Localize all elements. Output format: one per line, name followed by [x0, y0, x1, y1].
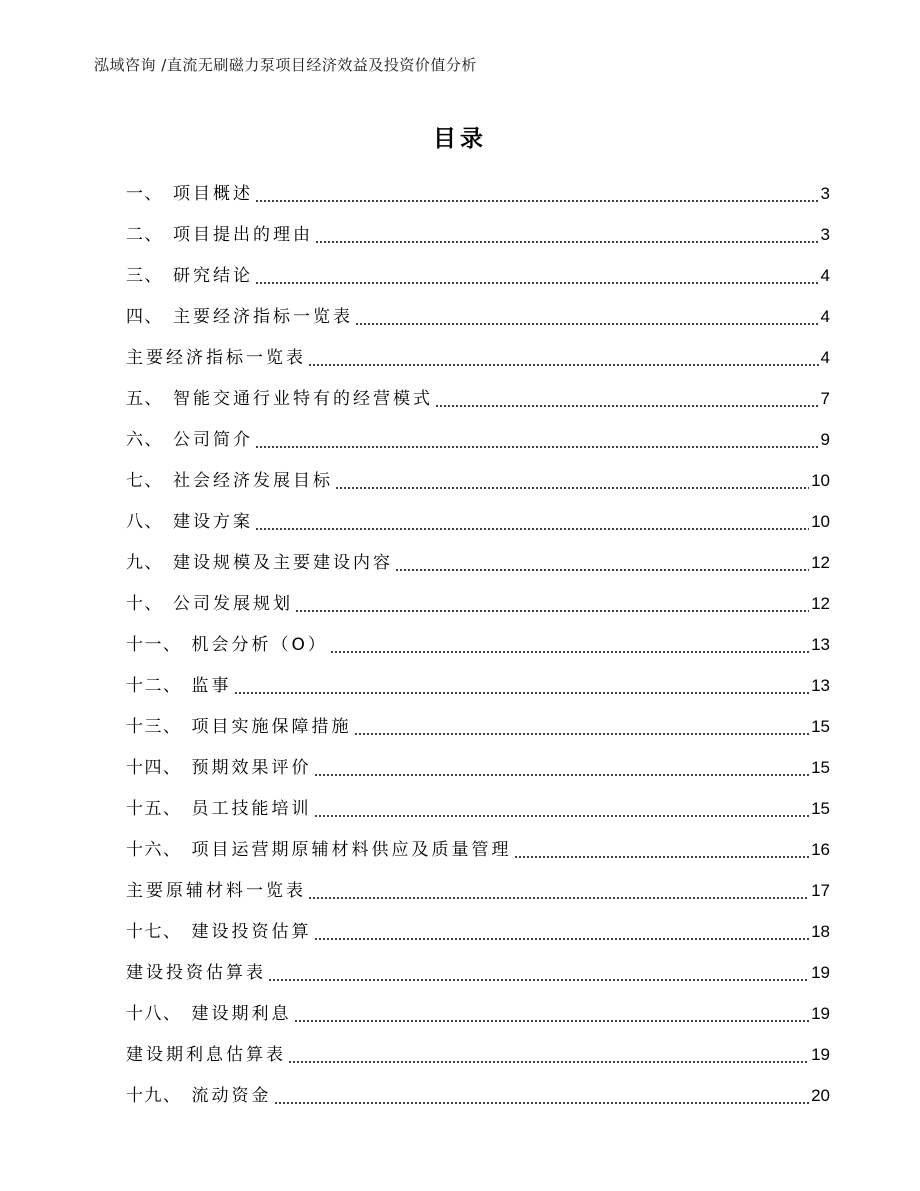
toc-entry-title: 监事: [191, 676, 232, 696]
toc-entry-page-number: 10: [811, 471, 830, 490]
toc-entry-number: 二、: [126, 225, 163, 245]
toc-entry-title: 主要原辅材料一览表: [126, 881, 306, 901]
toc-entry-title: 建设方案: [173, 512, 253, 532]
toc-dot-leader: [315, 225, 819, 245]
toc-entry[interactable]: [126, 986, 830, 1027]
toc-dot-leader: [268, 963, 809, 983]
toc-dot-leader: [255, 266, 819, 286]
toc-entry[interactable]: [126, 166, 830, 207]
toc-dot-leader: [435, 389, 819, 409]
toc-entry-page-number: 3: [820, 184, 830, 203]
toc-entry[interactable]: [126, 781, 830, 822]
toc-entry[interactable]: [126, 248, 830, 289]
toc-entry-number: 六、: [126, 430, 163, 450]
toc-entry-number: 五、: [126, 389, 163, 409]
toc-entry-page-number: 18: [811, 922, 830, 941]
toc-entry-title: 公司简介: [173, 430, 253, 450]
toc-entry-title: 项目运营期原辅材料供应及质量管理: [191, 840, 512, 860]
toc-entry-page-number: 13: [811, 676, 830, 695]
toc-entry-title: 建设投资估算表: [126, 963, 266, 983]
toc-entry-title: 项目概述: [173, 184, 253, 204]
toc-dot-leader: [330, 635, 809, 655]
toc-entry-title: 机会分析（O）: [191, 635, 328, 655]
toc-entry-page-number: 15: [811, 758, 830, 777]
toc-entry-title: 预期效果评价: [191, 758, 312, 778]
toc-entry-page-number: 3: [820, 225, 830, 244]
toc-entry-page-number: 17: [811, 881, 830, 900]
toc-entry-title: 公司发展规划: [173, 594, 293, 614]
toc-entry-number: 十、: [126, 594, 163, 614]
toc-entry-page-number: 13: [811, 635, 830, 654]
toc-dot-leader: [314, 758, 810, 778]
toc-dot-leader: [395, 553, 809, 573]
toc-entry-page-number: 15: [811, 717, 830, 736]
toc-dot-leader: [514, 840, 810, 860]
toc-entry[interactable]: [126, 412, 830, 453]
toc-entry-title: 建设规模及主要建设内容: [173, 553, 393, 573]
toc-entry-title: 员工技能培训: [191, 799, 312, 819]
toc-entry[interactable]: [126, 863, 830, 904]
toc-entry-page-number: 7: [820, 389, 830, 408]
table-of-contents: [126, 166, 830, 1109]
toc-entry-title: 社会经济发展目标: [173, 471, 333, 491]
toc-entry-number: 一、: [126, 184, 163, 204]
toc-entry-number: 十六、: [126, 840, 182, 860]
toc-entry[interactable]: [126, 740, 830, 781]
toc-entry-page-number: 19: [811, 1045, 830, 1064]
toc-dot-leader: [308, 348, 819, 368]
toc-entry[interactable]: [126, 330, 830, 371]
toc-entry[interactable]: [126, 904, 830, 945]
toc-entry-number: 九、: [126, 553, 163, 573]
toc-entry-number: 三、: [126, 266, 163, 286]
page-header: 泓域咨询 /直流无刷磁力泵项目经济效益及投资价值分析: [94, 56, 477, 74]
toc-entry[interactable]: [126, 945, 830, 986]
toc-entry[interactable]: [126, 576, 830, 617]
toc-entry-page-number: 9: [820, 430, 830, 449]
toc-entry-title: 项目提出的理由: [173, 225, 313, 245]
toc-entry[interactable]: [126, 1027, 830, 1068]
toc-entry[interactable]: [126, 699, 830, 740]
toc-dot-leader: [314, 799, 810, 819]
toc-entry-title: 主要经济指标一览表: [173, 307, 353, 327]
toc-entry-title: 流动资金: [191, 1086, 272, 1106]
toc-entry[interactable]: [126, 822, 830, 863]
toc-entry-title: 建设期利息: [191, 1004, 292, 1024]
toc-entry-number: 十三、: [126, 717, 182, 737]
toc-entry-page-number: 20: [811, 1086, 830, 1105]
toc-entry[interactable]: [126, 289, 830, 330]
toc-entry-number: 十二、: [126, 676, 182, 696]
toc-dot-leader: [354, 717, 810, 737]
toc-entry-number: 十五、: [126, 799, 182, 819]
toc-dot-leader: [255, 512, 809, 532]
toc-entry-page-number: 12: [811, 553, 830, 572]
toc-entry-page-number: 4: [820, 348, 830, 367]
toc-dot-leader: [288, 1045, 809, 1065]
toc-dot-leader: [335, 471, 809, 491]
toc-entry-page-number: 4: [820, 266, 830, 285]
toc-entry[interactable]: [126, 1068, 830, 1109]
toc-dot-leader: [355, 307, 819, 327]
toc-entry-number: 十四、: [126, 758, 182, 778]
toc-entry-title: 研究结论: [173, 266, 253, 286]
toc-entry[interactable]: [126, 453, 830, 494]
toc-entry[interactable]: [126, 658, 830, 699]
toc-entry-number: 七、: [126, 471, 163, 491]
toc-entry-page-number: 4: [820, 307, 830, 326]
toc-entry-number: 八、: [126, 512, 163, 532]
toc-entry-page-number: 12: [811, 594, 830, 613]
toc-dot-leader: [295, 594, 809, 614]
toc-dot-leader: [308, 881, 809, 901]
toc-entry-number: 十八、: [126, 1004, 182, 1024]
toc-entry-page-number: 15: [811, 799, 830, 818]
toc-entry-page-number: 16: [811, 840, 830, 859]
toc-dot-leader: [274, 1086, 810, 1106]
toc-dot-leader: [314, 922, 810, 942]
toc-entry-number: 十九、: [126, 1086, 182, 1106]
toc-entry[interactable]: [126, 617, 830, 658]
toc-entry-title: 智能交通行业特有的经营模式: [173, 389, 433, 409]
toc-dot-leader: [294, 1004, 810, 1024]
toc-entry-number: 十七、: [126, 922, 182, 942]
toc-entry-number: 四、: [126, 307, 163, 327]
toc-title: 目录: [433, 126, 487, 152]
toc-entry-title: 建设期利息估算表: [126, 1045, 286, 1065]
toc-entry[interactable]: [126, 535, 830, 576]
toc-entry-page-number: 19: [811, 1004, 830, 1023]
toc-entry[interactable]: [126, 371, 830, 412]
toc-entry-title: 主要经济指标一览表: [126, 348, 306, 368]
toc-dot-leader: [234, 676, 810, 696]
toc-entry[interactable]: [126, 207, 830, 248]
toc-entry-title: 建设投资估算: [191, 922, 312, 942]
toc-entry-page-number: 19: [811, 963, 830, 982]
toc-entry[interactable]: [126, 494, 830, 535]
toc-dot-leader: [255, 184, 819, 204]
toc-dot-leader: [255, 430, 819, 450]
toc-entry-page-number: 10: [811, 512, 830, 531]
toc-entry-number: 十一、: [126, 635, 182, 655]
toc-entry-title: 项目实施保障措施: [191, 717, 352, 737]
